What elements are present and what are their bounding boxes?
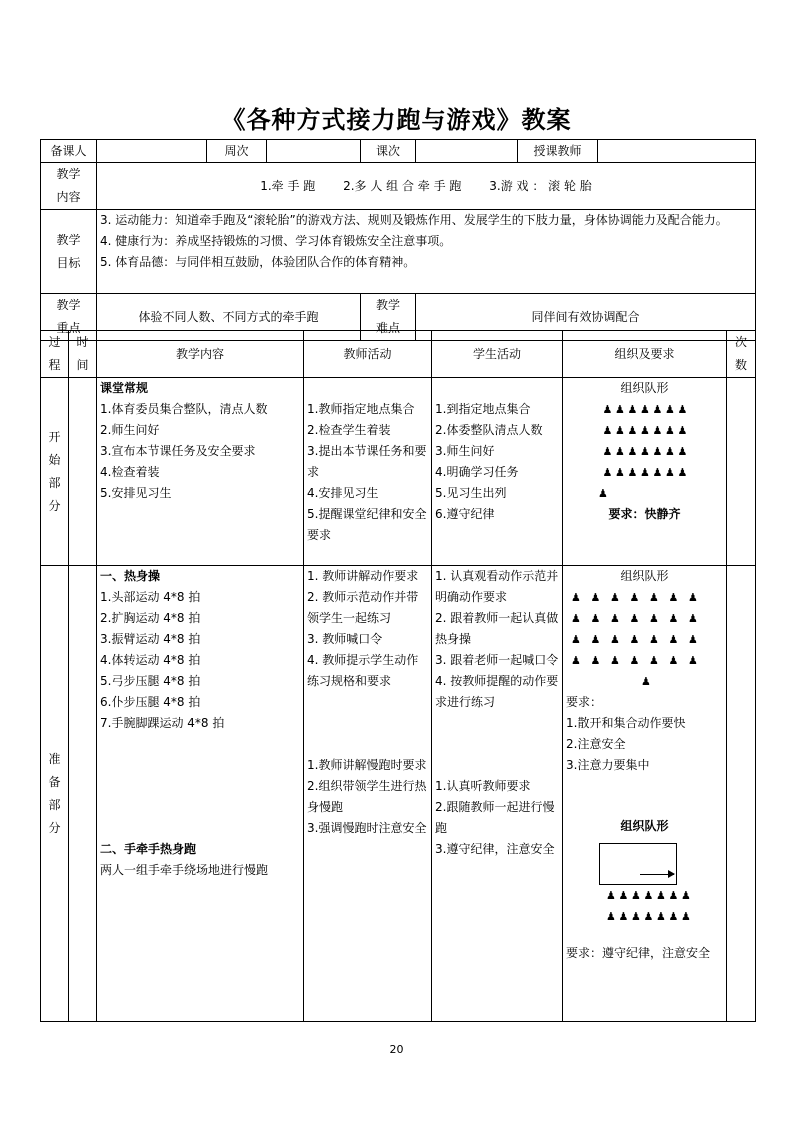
jog-teacher-item: 1.教师讲解慢跑时要求 bbox=[307, 758, 427, 772]
person-icon: ♟ bbox=[610, 612, 620, 625]
person-icon: ♟ bbox=[640, 424, 650, 437]
person-icon: ♟ bbox=[652, 424, 663, 437]
col-student: 学生活动 bbox=[432, 331, 563, 378]
warmup-item: 5.弓步压腿 4*8 拍 bbox=[100, 674, 201, 688]
arrow-right-icon bbox=[640, 874, 674, 875]
person-icon: ♟ bbox=[649, 654, 659, 667]
formation-row bbox=[566, 441, 723, 462]
content-item: 3.宣布本节课任务及安全要求 bbox=[100, 444, 256, 458]
teacher-icon: ♟ bbox=[598, 487, 608, 500]
warmup-req-item: 3.注意力要集中 bbox=[566, 758, 650, 772]
person-icon: ♟ bbox=[627, 466, 638, 479]
formation-row bbox=[566, 399, 723, 420]
person-icon: ♟ bbox=[627, 403, 638, 416]
warmup-teacher-item: 1. 教师讲解动作要求 bbox=[307, 569, 419, 583]
person-icon: ♟ bbox=[629, 654, 640, 667]
difficult-text: 同伴间有效协调配合 bbox=[416, 294, 756, 341]
phase-prep bbox=[41, 566, 69, 1022]
person-icon: ♟ bbox=[643, 889, 654, 902]
person-icon: ♟ bbox=[652, 466, 663, 479]
goal-item: 5. 体育品德：与同伴相互鼓励，体验团队合作的体育精神。 bbox=[100, 255, 416, 269]
goals-list bbox=[97, 210, 756, 294]
person-icon: ♟ bbox=[652, 445, 663, 458]
person-icon: ♟ bbox=[571, 612, 581, 625]
person-icon: ♟ bbox=[688, 612, 698, 625]
warmup-title: 一、热身操 bbox=[100, 569, 161, 583]
student-item: 4.明确学习任务 bbox=[435, 465, 519, 479]
preparer-label: 备课人 bbox=[41, 140, 97, 163]
section1-teacher bbox=[304, 378, 432, 566]
jog-requirement-wrap bbox=[566, 943, 723, 964]
person-icon: ♟ bbox=[681, 910, 691, 923]
student-item: 1.到指定地点集合 bbox=[435, 402, 531, 416]
person-icon: ♟ bbox=[649, 591, 659, 604]
preparer-value[interactable] bbox=[97, 140, 207, 163]
teacher-value[interactable] bbox=[598, 140, 756, 163]
warmup-teacher-item: 3. 教师喊口令 bbox=[307, 632, 383, 646]
jog-teacher-item: 3.强调慢跑时注意安全 bbox=[307, 821, 427, 835]
key-label-text: 教学 重点 bbox=[56, 298, 81, 335]
jog-title: 二、手牵手热身跑 bbox=[100, 842, 197, 856]
lesson-value[interactable] bbox=[416, 140, 518, 163]
section2-student bbox=[432, 566, 563, 1022]
phase-prep-text: 准 备 部 分 bbox=[48, 751, 61, 835]
person-icon: ♟ bbox=[615, 466, 625, 479]
person-icon: ♟ bbox=[649, 612, 659, 625]
person-icon: ♟ bbox=[677, 466, 688, 479]
count-cell bbox=[727, 566, 756, 1022]
teacher-item: 2.检查学生着装 bbox=[307, 423, 391, 437]
warmup-item: 7.手腕脚踝运动 4*8 拍 bbox=[100, 716, 225, 730]
col-count-text: 次 数 bbox=[734, 335, 747, 372]
formation-row bbox=[566, 420, 723, 441]
teacher-position bbox=[566, 483, 723, 504]
formation-row bbox=[566, 462, 723, 483]
student-item: 3.师生问好 bbox=[435, 444, 495, 458]
person-icon: ♟ bbox=[688, 591, 698, 604]
person-icon: ♟ bbox=[631, 910, 641, 923]
key-text: 体验不同人数、不同方式的牵手跑 bbox=[97, 294, 361, 341]
person-icon: ♟ bbox=[615, 403, 625, 416]
col-time bbox=[69, 331, 97, 378]
section2-content bbox=[97, 566, 304, 1022]
lesson-label: 课次 bbox=[361, 140, 416, 163]
person-icon: ♟ bbox=[615, 445, 625, 458]
warmup-item: 1.头部运动 4*8 拍 bbox=[100, 590, 201, 604]
person-icon: ♟ bbox=[618, 889, 629, 902]
section1-content bbox=[97, 378, 304, 566]
person-icon: ♟ bbox=[665, 466, 675, 479]
content-label bbox=[41, 163, 97, 210]
person-icon: ♟ bbox=[631, 889, 641, 902]
teacher-item: 5.提醒课堂纪律和安全要求 bbox=[307, 507, 427, 542]
person-icon: ♟ bbox=[629, 591, 640, 604]
warmup-student-item: 2. 跟着教师一起认真做热身操 bbox=[435, 611, 559, 646]
col-time-text: 时 间 bbox=[76, 335, 89, 372]
section1-content-title: 课堂常规 bbox=[100, 381, 149, 395]
person-icon: ♟ bbox=[640, 445, 650, 458]
person-icon: ♟ bbox=[640, 466, 650, 479]
person-icon: ♟ bbox=[629, 633, 640, 646]
section2-teacher bbox=[304, 566, 432, 1022]
warmup-item: 3.振臂运动 4*8 拍 bbox=[100, 632, 201, 646]
formation-rows bbox=[566, 399, 723, 504]
teacher-icon: ♟ bbox=[641, 675, 651, 688]
person-icon: ♟ bbox=[677, 403, 688, 416]
person-icon: ♟ bbox=[652, 403, 663, 416]
person-icon: ♟ bbox=[590, 591, 601, 604]
jog-org-title: 组织队形 bbox=[620, 819, 669, 833]
col-count bbox=[727, 331, 756, 378]
person-icon: ♟ bbox=[602, 466, 613, 479]
person-icon: ♟ bbox=[602, 445, 613, 458]
section1-student bbox=[432, 378, 563, 566]
person-icon: ♟ bbox=[627, 424, 638, 437]
content-label-text: 教学 内容 bbox=[56, 167, 81, 204]
jog-formation bbox=[566, 885, 723, 927]
person-icon: ♟ bbox=[668, 654, 679, 667]
warmup-requirements bbox=[566, 692, 723, 776]
warmup-org-title: 组织队形 bbox=[620, 569, 669, 583]
warmup-student-item: 4. 按教师提醒的动作要求进行练习 bbox=[435, 674, 559, 709]
warmup-item: 2.扩胸运动 4*8 拍 bbox=[100, 611, 201, 625]
person-icon: ♟ bbox=[649, 633, 659, 646]
goals-label bbox=[41, 210, 97, 294]
person-icon: ♟ bbox=[606, 910, 616, 923]
teacher-position bbox=[571, 671, 723, 692]
warmup-req-item: 1.散开和集合动作要快 bbox=[566, 716, 686, 730]
teacher-label: 授课教师 bbox=[518, 140, 598, 163]
col-org: 组织及要求 bbox=[563, 331, 727, 378]
jog-teacher-item: 2.组织带领学生进行热身慢跑 bbox=[307, 779, 427, 814]
content-item: 1.体育委员集合整队，清点人数 bbox=[100, 402, 268, 416]
person-icon: ♟ bbox=[590, 633, 601, 646]
content-item: 2.师生问好 bbox=[100, 423, 160, 437]
col-teacher: 教师活动 bbox=[304, 331, 432, 378]
person-icon: ♟ bbox=[688, 633, 698, 646]
formation-row bbox=[571, 587, 723, 608]
goals-label-text: 教学 目标 bbox=[56, 232, 81, 270]
jog-desc: 两人一组手牵手绕场地进行慢跑 bbox=[100, 863, 269, 877]
org-requirement: 要求：快静齐 bbox=[608, 507, 681, 521]
formation-row bbox=[571, 650, 723, 671]
goal-item: 3. 运动能力：知道牵手跑及“滚轮胎”的游戏方法、规则及锻炼作用、发展学生的下肢力量，身体协调能力及配合能力。 bbox=[100, 213, 728, 227]
org-title: 组织队形 bbox=[620, 381, 669, 395]
content-text: 1.牵 手 跑 2.多 人 组 合 牵 手 跑 3.游 戏 ： 滚 轮 胎 bbox=[97, 163, 756, 210]
person-icon: ♟ bbox=[571, 633, 581, 646]
person-icon: ♟ bbox=[688, 654, 698, 667]
person-icon: ♟ bbox=[629, 612, 640, 625]
person-icon: ♟ bbox=[665, 445, 675, 458]
person-icon: ♟ bbox=[602, 424, 613, 437]
track-diagram bbox=[599, 843, 677, 885]
person-icon: ♟ bbox=[677, 445, 688, 458]
page-title: 《各种方式接力跑与游戏》教案 bbox=[221, 105, 572, 134]
student-item: 5.见习生出列 bbox=[435, 486, 507, 500]
col-process bbox=[41, 331, 69, 378]
person-icon: ♟ bbox=[571, 591, 581, 604]
week-label: 周次 bbox=[207, 140, 267, 163]
person-icon: ♟ bbox=[571, 654, 581, 667]
person-icon: ♟ bbox=[640, 403, 650, 416]
person-icon: ♟ bbox=[668, 612, 679, 625]
person-icon: ♟ bbox=[610, 633, 620, 646]
person-icon: ♟ bbox=[665, 424, 675, 437]
time-cell bbox=[69, 566, 97, 1022]
student-item: 2.体委整队清点人数 bbox=[435, 423, 543, 437]
teacher-item: 3.提出本节课任务和要求 bbox=[307, 444, 427, 479]
formation-row bbox=[571, 629, 723, 650]
formation-row bbox=[606, 885, 723, 906]
content-item: 5.安排见习生 bbox=[100, 486, 172, 500]
person-icon: ♟ bbox=[668, 633, 679, 646]
person-icon: ♟ bbox=[643, 910, 654, 923]
jog-student-item: 2.跟随教师一起进行慢跑 bbox=[435, 800, 555, 835]
person-icon: ♟ bbox=[590, 612, 601, 625]
warmup-teacher-item: 4. 教师提示学生动作练习规格和要求 bbox=[307, 653, 419, 688]
person-icon: ♟ bbox=[656, 889, 666, 902]
formation-row bbox=[571, 608, 723, 629]
person-icon: ♟ bbox=[606, 889, 616, 902]
count-cell bbox=[727, 378, 756, 566]
warmup-formation bbox=[566, 587, 723, 692]
section2-org bbox=[563, 566, 727, 1022]
goal-item: 4. 健康行为：养成坚持锻炼的习惯、学习体育锻炼安全注意事项。 bbox=[100, 234, 452, 248]
col-process-text: 过 程 bbox=[48, 335, 61, 372]
col-content: 教学内容 bbox=[97, 331, 304, 378]
person-icon: ♟ bbox=[681, 889, 691, 902]
person-icon: ♟ bbox=[610, 654, 620, 667]
person-icon: ♟ bbox=[627, 445, 638, 458]
person-icon: ♟ bbox=[668, 910, 679, 923]
warmup-item: 6.仆步压腿 4*8 拍 bbox=[100, 695, 201, 709]
person-icon: ♟ bbox=[602, 403, 613, 416]
lesson-info-table bbox=[40, 139, 756, 341]
formation-row bbox=[606, 906, 723, 927]
jog-student-item: 3.遵守纪律，注意安全 bbox=[435, 842, 555, 856]
jog-requirement: 要求：遵守纪律，注意安全 bbox=[566, 946, 711, 960]
week-value[interactable] bbox=[267, 140, 361, 163]
warmup-teacher-item: 2. 教师示范动作并带领学生一起练习 bbox=[307, 590, 419, 625]
teacher-item: 1.教师指定地点集合 bbox=[307, 402, 415, 416]
jog-student-item: 1.认真听教师要求 bbox=[435, 779, 531, 793]
person-icon: ♟ bbox=[668, 889, 679, 902]
person-icon: ♟ bbox=[656, 910, 666, 923]
section1-org bbox=[563, 378, 727, 566]
person-icon: ♟ bbox=[615, 424, 625, 437]
person-icon: ♟ bbox=[610, 591, 620, 604]
person-icon: ♟ bbox=[665, 403, 675, 416]
content-item: 4.检查着装 bbox=[100, 465, 160, 479]
lesson-plan-table bbox=[40, 330, 756, 1022]
person-icon: ♟ bbox=[668, 591, 679, 604]
warmup-item: 4.体转运动 4*8 拍 bbox=[100, 653, 201, 667]
person-icon: ♟ bbox=[590, 654, 601, 667]
difficult-label-text: 教学 难点 bbox=[375, 298, 400, 335]
time-cell bbox=[69, 378, 97, 566]
warmup-student-item: 3. 跟着老师一起喊口令 bbox=[435, 653, 559, 667]
warmup-req-label: 要求： bbox=[566, 695, 603, 709]
phase-start bbox=[41, 378, 69, 566]
teacher-item: 4.安排见习生 bbox=[307, 486, 379, 500]
warmup-student-item: 1. 认真观看动作示范并明确动作要求 bbox=[435, 569, 559, 604]
person-icon: ♟ bbox=[677, 424, 688, 437]
page-number: 20 bbox=[389, 1043, 404, 1056]
phase-start-text: 开 始 部 分 bbox=[48, 429, 61, 513]
warmup-req-item: 2.注意安全 bbox=[566, 737, 626, 751]
person-icon: ♟ bbox=[618, 910, 629, 923]
student-item: 6.遵守纪律 bbox=[435, 507, 495, 521]
